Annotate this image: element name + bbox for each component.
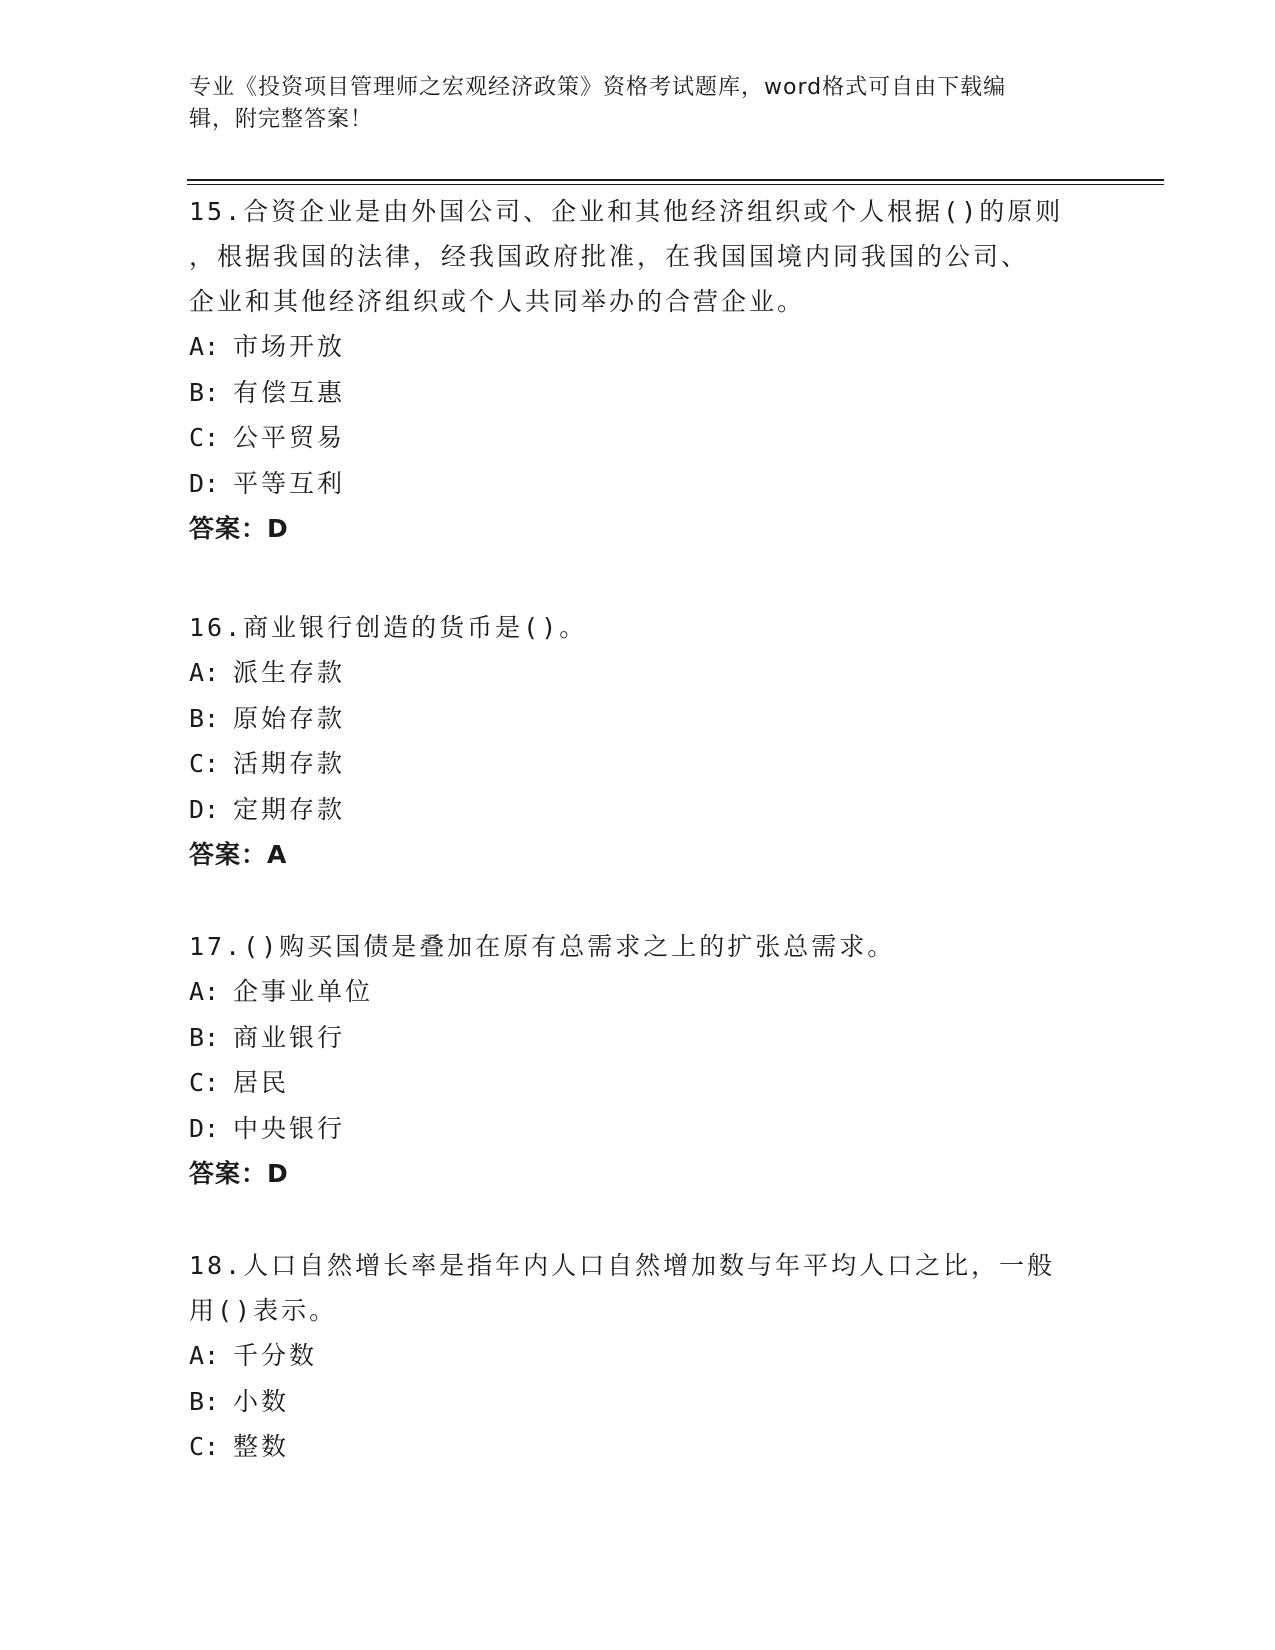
option-letter: D: [189, 1113, 220, 1143]
option-letter: B: [189, 1386, 220, 1416]
option-a [189, 1333, 1089, 1379]
question-stem-line: 企业和其他经济组织或个人共同举办的合营企业。 [189, 287, 806, 316]
answer-line: 答案：D [189, 1159, 289, 1188]
option-letter: A: [189, 332, 220, 361]
option-c [189, 1424, 1089, 1470]
header-line-2: 辑，附完整答案！ [189, 107, 374, 132]
question-stem-line: 17.()购买国债是叠加在原有总需求之上的扩张总需求。 [189, 932, 896, 961]
option-d [189, 1106, 1089, 1152]
option-letter: B: [189, 703, 220, 733]
question-stem-line: ，根据我国的法律，经我国政府批准，在我国国境内同我国的公司、 [189, 242, 1030, 271]
option-text: 公平贸易 [233, 423, 346, 452]
option-text: 中央银行 [233, 1113, 346, 1143]
option-b [189, 1015, 1089, 1061]
option-text: 小数 [233, 1386, 290, 1416]
option-d [189, 461, 1089, 507]
option-text: 整数 [233, 1432, 290, 1461]
option-text: 平等互利 [233, 468, 346, 498]
option-letter: B: [189, 377, 220, 407]
option-letter: C: [189, 423, 220, 452]
option-letter: C: [189, 749, 220, 778]
option-letter: A: [189, 977, 220, 1006]
question-stem-line: 18.人口自然增长率是指年内人口自然增加数与年平均人口之比，一般 [189, 1251, 1056, 1280]
option-letter: D: [189, 468, 220, 498]
option-letter: C: [189, 1068, 220, 1097]
option-text: 活期存款 [233, 749, 346, 778]
option-b [189, 370, 1089, 416]
option-b [189, 696, 1089, 742]
option-text: 企事业单位 [233, 977, 374, 1006]
question-15 [189, 189, 1089, 552]
option-b [189, 1379, 1089, 1425]
answer-line: 答案：A [189, 840, 288, 869]
question-16 [189, 605, 1089, 878]
option-text: 原始存款 [233, 703, 346, 733]
question-18 [189, 1243, 1089, 1470]
option-c [189, 1060, 1089, 1106]
option-letter: D: [189, 794, 220, 824]
option-c [189, 741, 1089, 787]
option-a [189, 324, 1089, 370]
option-d [189, 787, 1089, 833]
option-letter: A: [189, 1341, 220, 1370]
option-text: 商业银行 [233, 1022, 346, 1052]
option-a [189, 969, 1089, 1015]
answer-line: 答案：D [189, 514, 289, 543]
option-c [189, 415, 1089, 461]
option-letter: B: [189, 1022, 220, 1052]
option-text: 市场开放 [233, 332, 346, 361]
header-rule-thin [187, 184, 1164, 185]
question-stem-line: 16.商业银行创造的货币是()。 [189, 613, 588, 642]
option-a [189, 650, 1089, 696]
question-17 [189, 924, 1089, 1197]
option-text: 千分数 [233, 1341, 318, 1370]
option-letter: A: [189, 658, 220, 687]
header-line-1: 专业《投资项目管理师之宏观经济政策》资格考试题库，word格式可自由下载编 [189, 75, 1007, 100]
question-stem-line: 15.合资企业是由外国公司、企业和其他经济组织或个人根据()的原则 [189, 197, 1064, 226]
header-rule-thick [187, 179, 1164, 181]
option-text: 有偿互惠 [233, 377, 346, 407]
option-text: 定期存款 [233, 794, 346, 824]
option-text: 派生存款 [233, 658, 346, 687]
document-header [189, 72, 1089, 136]
question-stem-line: 用()表示。 [189, 1296, 338, 1325]
option-text: 居民 [233, 1068, 290, 1097]
option-letter: C: [189, 1432, 220, 1461]
